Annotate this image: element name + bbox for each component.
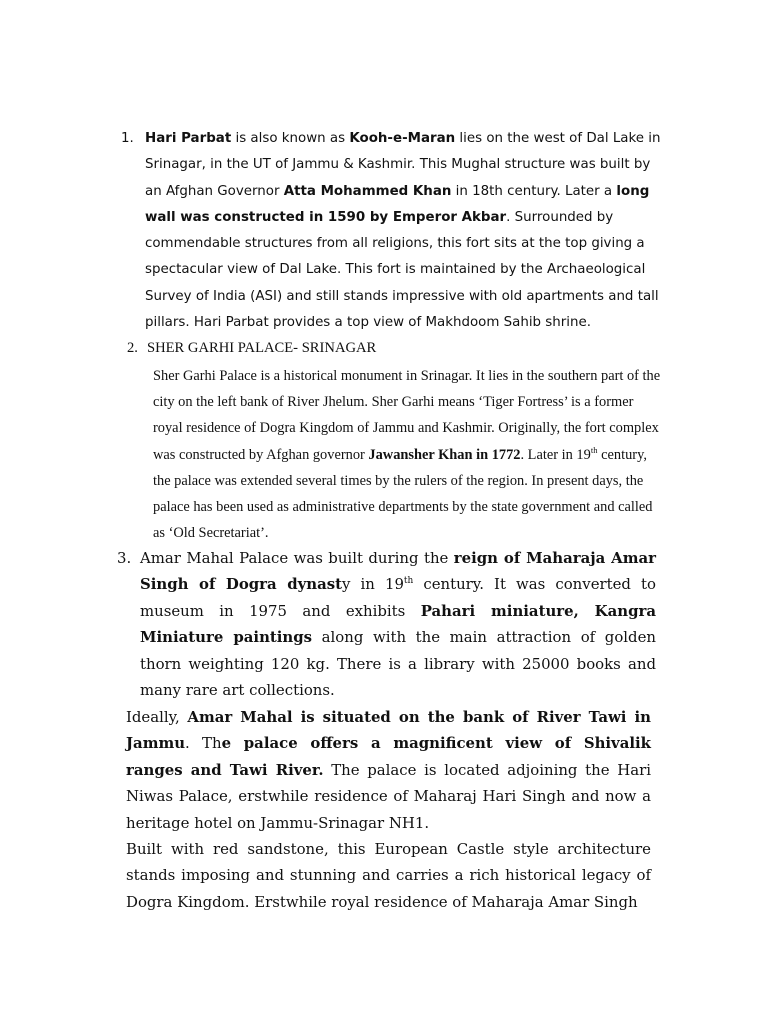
- text-run: . Later in 19: [520, 446, 591, 463]
- bold-text: Jawansher Khan in 1772: [368, 446, 521, 463]
- list-number: 3.: [117, 549, 132, 567]
- superscript: th: [590, 444, 598, 455]
- text-run: along with the main attraction of golden thorn weighting 120 kg. There is a library with 25000 books and many rare art collections.: [140, 628, 656, 700]
- text-run: . Th: [185, 734, 222, 753]
- amar-mahal-architecture-paragraph: [126, 836, 651, 915]
- bold-text: Pahari miniature, Kangra Miniature paintings: [140, 601, 656, 647]
- text-run: Amar Mahal Palace was built during the: [140, 549, 454, 567]
- superscript: th: [403, 576, 414, 587]
- text-run: is also known as: [231, 131, 350, 146]
- list-item-hari-parbat: [121, 126, 666, 336]
- bold-text: Atta Mohammed Khan: [283, 183, 452, 199]
- text-run: century, the palace was extended several times by the rulers of the region. In present days, the palace has been used as administrative departments by the state government and called as ‘Old Secretariat’.: [153, 446, 653, 542]
- list-number: 2.: [127, 340, 138, 356]
- sher-garhi-paragraph: [153, 363, 663, 546]
- text-run: Built with red sandstone, this European Castle style architecture stands imposing and stunning and carries a rich historical legacy of Dogra Kingdom. Erstwhile royal residence of Maharaja Amar Singh: [126, 840, 651, 911]
- text-run: Ideally,: [126, 708, 188, 726]
- bold-text: Hari Parbat: [145, 131, 232, 146]
- text-run: y in 19: [342, 575, 404, 594]
- bold-text: Kooh-e-Maran: [349, 131, 456, 146]
- list-number: 1.: [121, 131, 134, 146]
- text-run: lies on the west of Dal Lake in Srinagar, in the UT of Jammu & Kashmir. This Mughal structure was built by an Afghan Governor: [145, 131, 661, 199]
- list-item-text: [140, 545, 656, 703]
- amar-mahal-location-paragraph: [126, 704, 651, 836]
- list-item-amar-mahal: [117, 545, 656, 703]
- text-run: in 18th century. Later a: [451, 183, 617, 199]
- section-heading: SHER GARHI PALACE- SRINAGAR: [146, 340, 377, 356]
- bold-text: Amar Mahal is situated on the bank of River Tawi in Jammu: [126, 708, 651, 753]
- text-run: century. It was converted to museum in 1975 and exhibits: [140, 575, 656, 620]
- text-run: The palace is located adjoining the Hari Niwas Palace, erstwhile residence of Maharaj Hari Singh and now a heritage hotel on Jammu-Srinagar NH1.: [126, 760, 651, 832]
- bold-text: long wall was constructed in 1590 by Emperor Akbar: [145, 183, 650, 225]
- text-run: . Surrounded by commendable structures from all religions, this fort sits at the top giving a spectacular view of Dal Lake. This fort is maintained by the Archaeological Survey of India (ASI) and still stands impressive with old apartments and tall pillars. Hari Parbat provides a top view of Makhdoom Sahib shrine.: [145, 209, 659, 331]
- list-item-text: [145, 126, 666, 336]
- text-run: Sher Garhi Palace is a historical monument in Srinagar. It lies in the southern part of the city on the left bank of River Jhelum. Sher Garhi means ‘Tiger Fortress’ is a former royal residence of Dogra Kingdom of Jammu and Kashmir. Originally, the fort complex was constructed by Afghan governor: [153, 368, 661, 463]
- bold-text: e palace offers a magnificent view of Shivalik ranges and Tawi River.: [126, 734, 651, 779]
- list-item-sher-garhi-heading: [127, 337, 376, 359]
- bold-text: reign of Maharaja Amar Singh of Dogra dynast: [140, 549, 656, 594]
